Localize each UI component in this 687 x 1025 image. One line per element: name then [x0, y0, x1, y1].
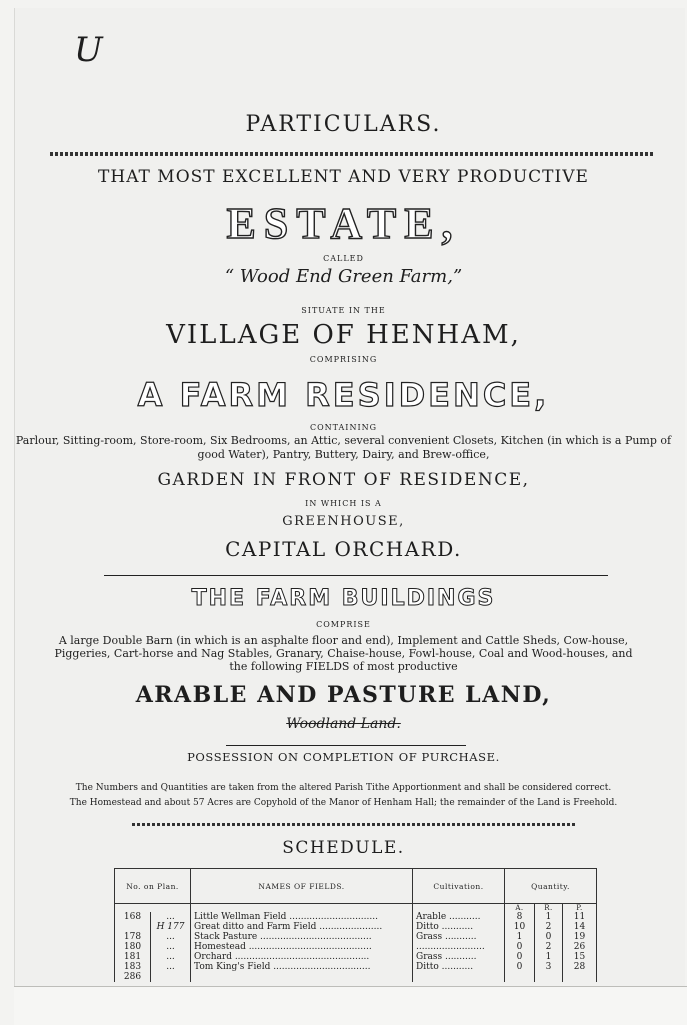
called-label: CALLED — [323, 254, 364, 263]
cell-plan: 180 — [115, 942, 151, 952]
unit-perches: P. — [563, 904, 597, 913]
estate-heading: ESTATE, — [226, 199, 461, 248]
cell-field: Tom King's Field .................................. — [191, 962, 413, 972]
containing-label: CONTAINING — [309, 423, 378, 432]
cell-a — [505, 972, 535, 982]
cell-plan: 181 — [115, 952, 151, 962]
table-row — [115, 922, 597, 932]
in-which-label: IN WHICH IS A — [305, 499, 382, 508]
struck-out-text: Woodland Land. — [286, 716, 401, 732]
wavy-divider — [50, 152, 654, 156]
cell-a: 10 — [505, 922, 535, 932]
table-row — [115, 912, 597, 922]
cell-field: Stack Pasture ....................................... — [191, 932, 413, 942]
cell-alt: ... — [151, 932, 191, 942]
comprising-label: COMPRISING — [309, 355, 378, 364]
cell-plan: 168 — [115, 912, 151, 922]
cell-field — [191, 972, 413, 982]
cell-p: 19 — [563, 932, 597, 942]
cell-p: 26 — [563, 942, 597, 952]
section-divider — [104, 575, 608, 576]
greenhouse-heading: GREENHOUSE, — [282, 514, 405, 529]
cell-alt: ... — [151, 962, 191, 972]
cell-alt: ... — [151, 942, 191, 952]
header-names: NAMES OF FIELDS. — [191, 869, 413, 904]
schedule-heading: SCHEDULE. — [282, 838, 405, 858]
cell-a: 0 — [505, 962, 535, 972]
cell-p — [563, 972, 597, 982]
cell-a: 1 — [505, 932, 535, 942]
farm-buildings-heading: THE FARM BUILDINGS — [191, 586, 496, 611]
arable-heading: ARABLE AND PASTURE LAND, — [135, 682, 552, 708]
cell-plan: 286 — [115, 972, 151, 982]
margin-mark: U — [74, 30, 103, 70]
cell-cultivation: Grass ........... — [413, 952, 505, 962]
page-title: PARTICULARS. — [245, 112, 442, 137]
possession-rule — [226, 745, 466, 746]
unit-roods: R. — [535, 904, 563, 913]
cell-alt: H 177 — [151, 922, 191, 932]
header-quantity: Quantity. — [505, 869, 597, 904]
buildings-description: A large Double Barn (in which is an asphalte floor and end), Implement and Cattle Sheds, Cow-house, Piggeries, Cart-horse and Nag Stables, Granary, Chaise-house, Fowl-house, Coal and Wood-houses, and the following FIELDS of most productive — [54, 634, 633, 673]
cell-a: 0 — [505, 952, 535, 962]
cell-field: Little Wellman Field ............................... — [191, 912, 413, 922]
table-row — [115, 932, 597, 942]
table-row — [115, 952, 597, 962]
cell-cultivation: ........................ — [413, 942, 505, 952]
residence-heading: A FARM RESIDENCE, — [137, 376, 550, 414]
cell-field: Great ditto and Farm Field ...................... — [191, 922, 413, 932]
header-plan: No. on Plan. — [115, 869, 191, 904]
table-row — [115, 972, 597, 982]
cell-cultivation: Arable ........... — [413, 912, 505, 922]
cell-a: 0 — [505, 942, 535, 952]
cell-plan: 178 — [115, 932, 151, 942]
cell-cultivation — [413, 972, 505, 982]
table-row — [115, 942, 597, 952]
cell-cultivation: Ditto ........... — [413, 922, 505, 932]
village-heading: VILLAGE OF HENHAM, — [166, 320, 521, 350]
cell-r — [535, 972, 563, 982]
note-tenure: The Homestead and about 57 Acres are Copyhold of the Manor of Henham Hall; the remainder of the Land is Freehold. — [69, 798, 618, 808]
header-cultivation: Cultivation. — [413, 869, 505, 904]
cell-alt: ... — [151, 912, 191, 922]
comprise-label: COMPRISE — [316, 620, 371, 629]
rooms-description: Parlour, Sitting-room, Store-room, Six Bedrooms, an Attic, several convenient Closets, Kitchen (in which is a Pump of good Water), Pantry, Buttery, Dairy, and Brew-office, — [15, 434, 672, 461]
cell-plan: 183 — [115, 962, 151, 972]
cell-p: 28 — [563, 962, 597, 972]
cell-plan — [115, 922, 151, 932]
cell-r: 0 — [535, 932, 563, 942]
cell-r: 3 — [535, 962, 563, 972]
page-bottom-edge — [14, 986, 687, 1025]
note-numbers: The Numbers and Quantities are taken from the altered Parish Tithe Apportionment and shall be considered correct. — [75, 783, 612, 793]
farm-name: “ Wood End Green Farm,” — [224, 266, 463, 287]
cell-r: 1 — [535, 912, 563, 922]
cell-r: 1 — [535, 952, 563, 962]
table-row — [115, 962, 597, 972]
orchard-heading: CAPITAL ORCHARD. — [225, 537, 462, 561]
wavy-divider-schedule — [132, 823, 576, 826]
cell-field: Homestead ........................................... — [191, 942, 413, 952]
cell-field: Orchard ............................................... — [191, 952, 413, 962]
situate-label: SITUATE IN THE — [301, 306, 386, 315]
unit-acres: A. — [505, 904, 535, 913]
possession-line: POSSESSION ON COMPLETION OF PURCHASE. — [187, 750, 500, 764]
cell-p: 14 — [563, 922, 597, 932]
cell-cultivation: Grass ........... — [413, 932, 505, 942]
intro-line: THAT MOST EXCELLENT AND VERY PRODUCTIVE — [98, 167, 589, 187]
cell-alt — [151, 972, 191, 982]
garden-heading: GARDEN IN FRONT OF RESIDENCE, — [157, 470, 530, 490]
cell-a: 8 — [505, 912, 535, 922]
schedule-table — [114, 868, 597, 982]
cell-p: 11 — [563, 912, 597, 922]
cell-p: 15 — [563, 952, 597, 962]
cell-alt: ... — [151, 952, 191, 962]
cell-r: 2 — [535, 942, 563, 952]
cell-cultivation: Ditto ........... — [413, 962, 505, 972]
cell-r: 2 — [535, 922, 563, 932]
